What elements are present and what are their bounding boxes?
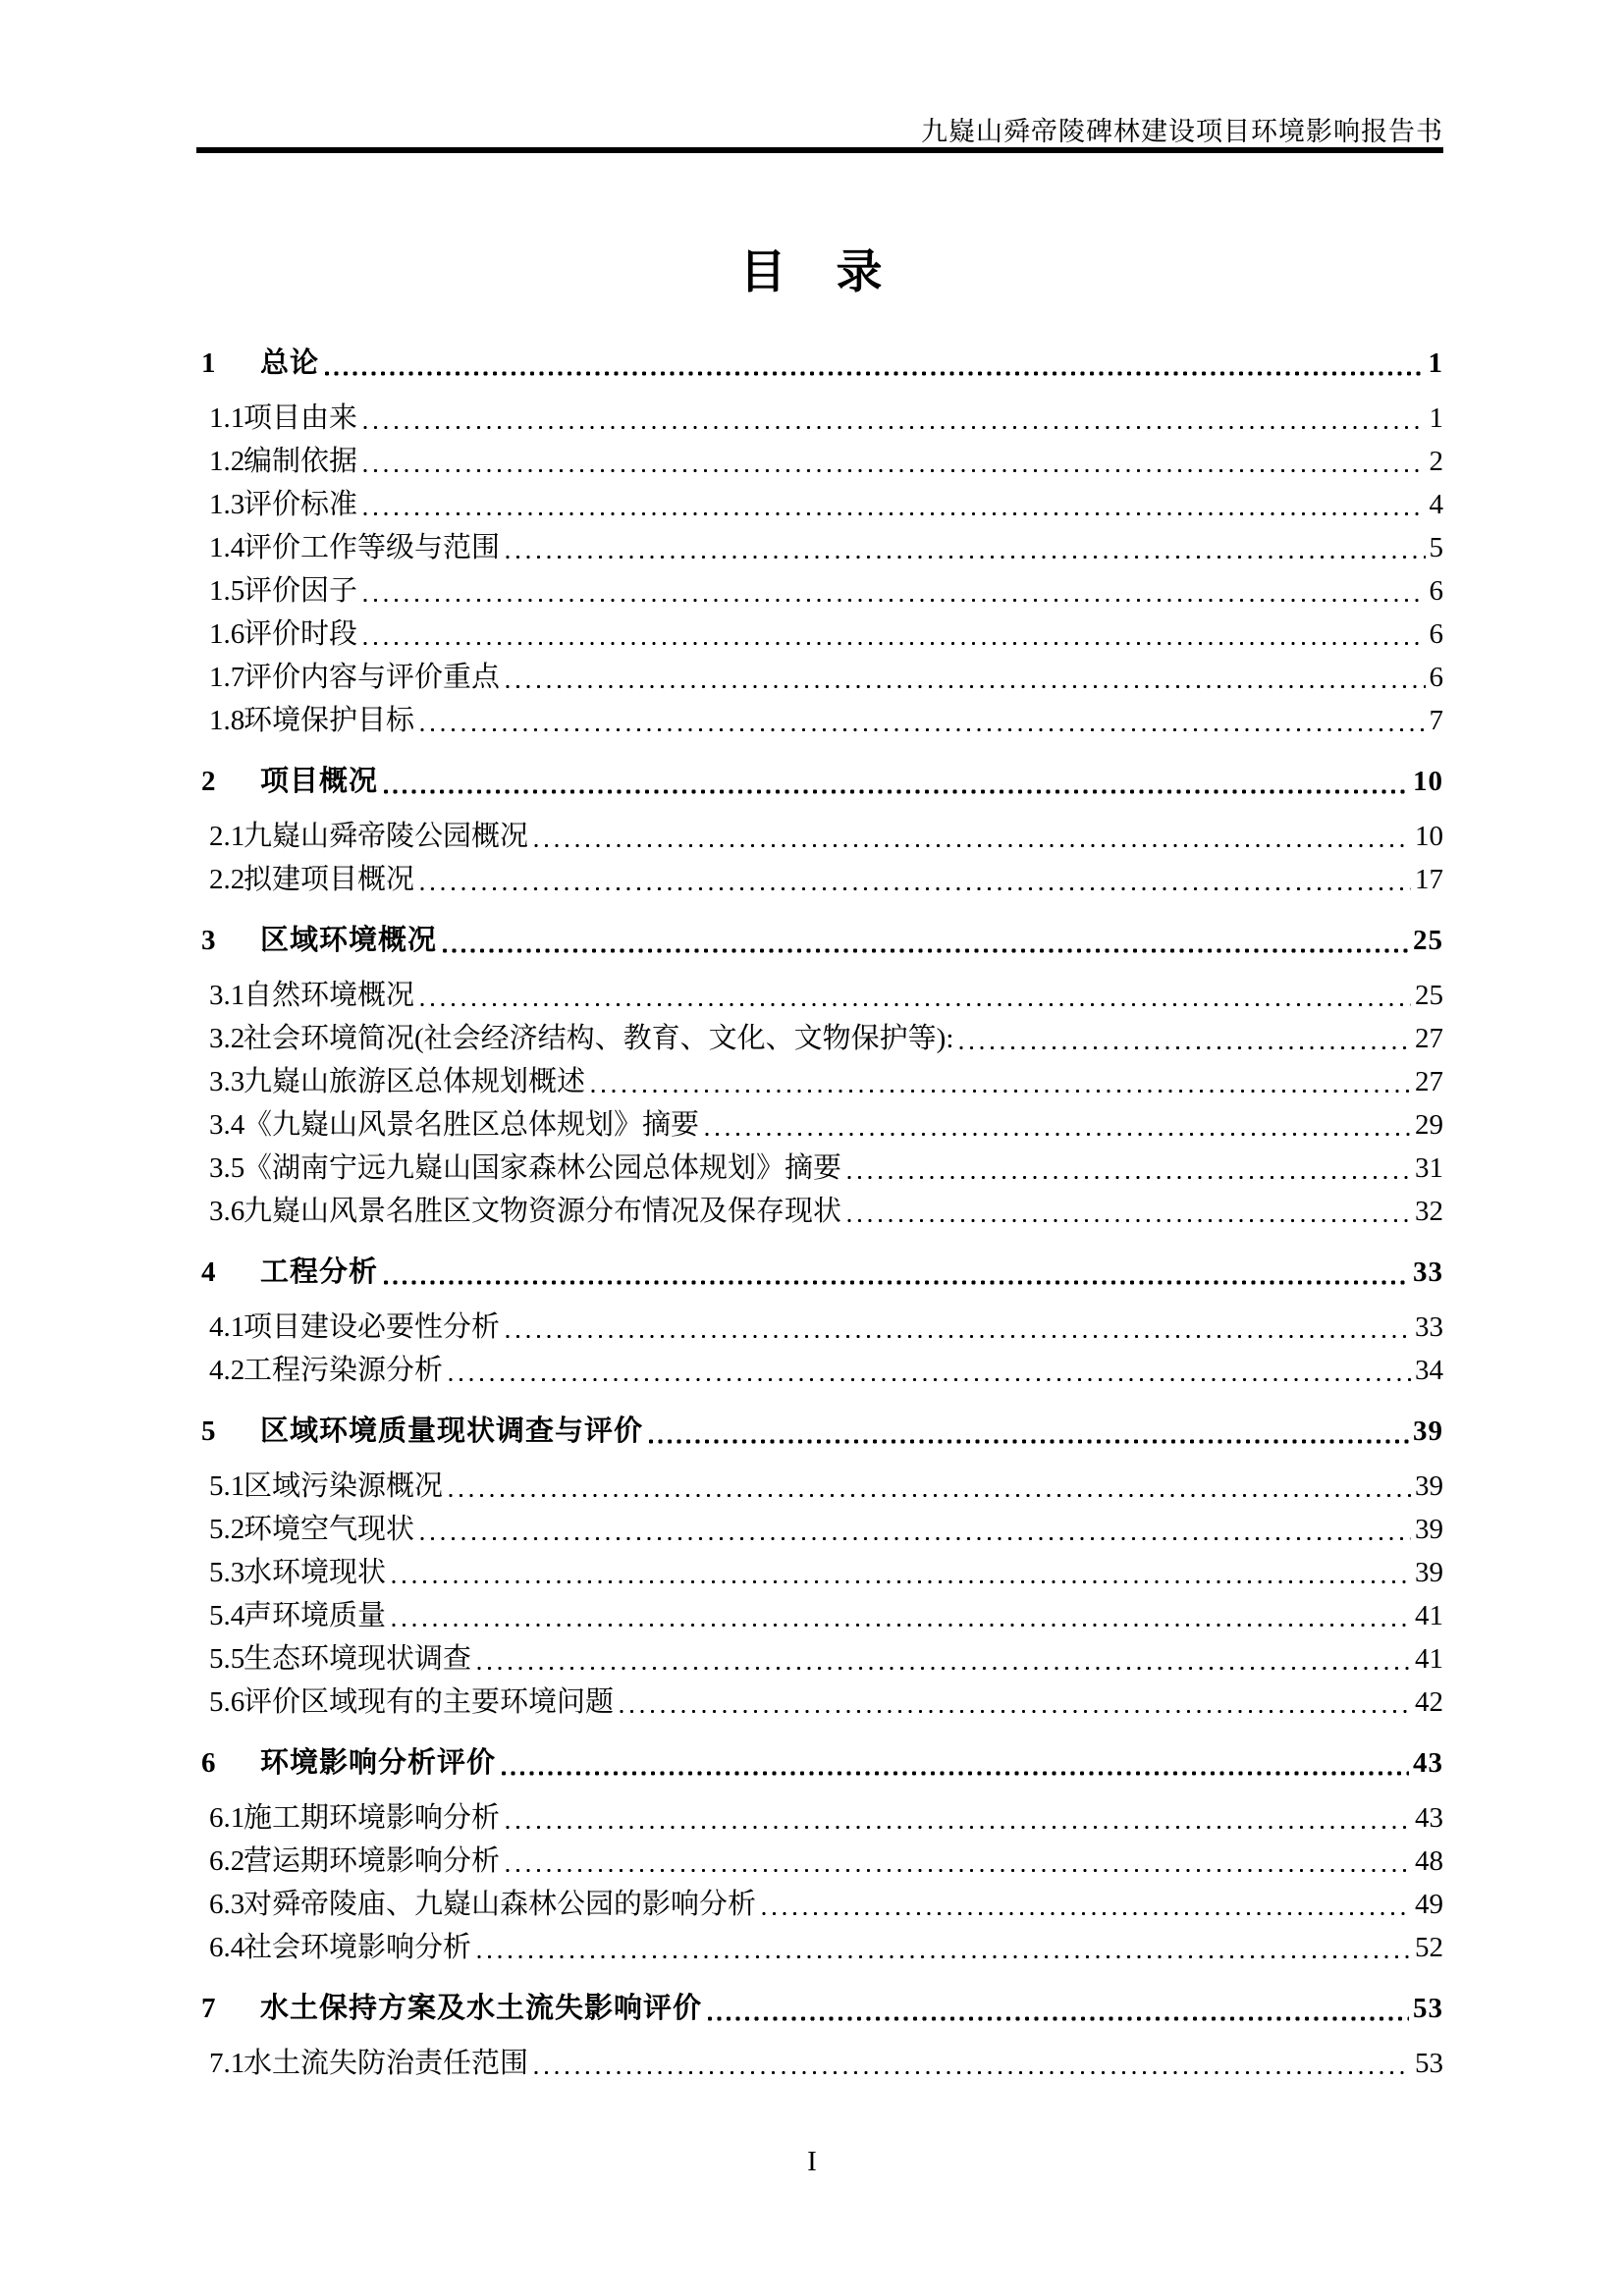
- dot-leader-icon: [648, 1438, 1409, 1445]
- toc-entry-page: 49: [1415, 1889, 1443, 1920]
- toc-entry-page: 53: [1415, 2048, 1443, 2079]
- toc-entry-page: 6: [1429, 662, 1443, 693]
- toc-entry-number: 7.1: [209, 2048, 245, 2079]
- dot-leader-icon: [761, 1910, 1411, 1917]
- dot-leader-icon: [501, 1770, 1409, 1777]
- toc-entry-label: 九嶷山风景名胜区文物资源分布情况及保存现状: [244, 1196, 842, 1227]
- toc-entry-label: 自然环境概况: [244, 980, 415, 1011]
- toc-entry-page: 43: [1415, 1802, 1443, 1834]
- toc-entry[interactable]: [201, 569, 1443, 613]
- page-number: I: [807, 2146, 817, 2177]
- toc-entry-page: 48: [1415, 1845, 1443, 1877]
- dot-leader-icon: [505, 1824, 1411, 1831]
- toc-entry[interactable]: [201, 1017, 1443, 1060]
- dot-leader-icon: [707, 2015, 1409, 2022]
- toc-entry-page: 29: [1415, 1109, 1443, 1141]
- toc-entry[interactable]: [201, 1840, 1443, 1883]
- toc-entry-page: 25: [1413, 925, 1443, 956]
- toc-entry[interactable]: [201, 1465, 1443, 1508]
- toc-entry-page: 33: [1413, 1256, 1443, 1288]
- toc-entry-number: 2: [201, 766, 217, 797]
- toc-entry[interactable]: [201, 1796, 1443, 1840]
- toc-entry-label: 拟建项目概况: [244, 864, 415, 895]
- toc-entry-number: 1.2: [209, 446, 245, 477]
- toc-entry-label: 区域环境质量现状调查与评价: [260, 1415, 644, 1447]
- toc-entry[interactable]: [201, 1637, 1443, 1681]
- toc-entry-label: 《九嶷山风景名胜区总体规划》摘要: [244, 1109, 700, 1141]
- toc-entry-number: 1.3: [209, 489, 245, 520]
- toc-entry-label: 工程污染源分析: [244, 1355, 444, 1386]
- dot-leader-icon: [533, 2069, 1411, 2076]
- toc-entry-label: 评价区域现有的主要环境问题: [244, 1686, 615, 1718]
- toc-entry[interactable]: [201, 1508, 1443, 1551]
- toc-entry-page: 10: [1413, 766, 1443, 797]
- toc-entry-label: 评价工作等级与范围: [244, 532, 501, 563]
- toc-entry-page: 52: [1415, 1932, 1443, 1963]
- toc-entry-label: 评价因子: [244, 575, 358, 607]
- toc-entry-number: 7: [201, 1993, 217, 2024]
- toc-entry-number: 4.1: [209, 1311, 245, 1343]
- dot-leader-icon: [419, 885, 1411, 892]
- toc-entry-label: 项目建设必要性分析: [244, 1311, 501, 1343]
- toc-entry-number: 3.1: [209, 980, 245, 1011]
- toc-entry[interactable]: [201, 1594, 1443, 1637]
- dot-leader-icon: [383, 788, 1409, 795]
- toc-entry-label: 项目由来: [244, 402, 358, 434]
- dot-leader-icon: [476, 1953, 1411, 1960]
- toc-entry-label: 环境影响分析评价: [260, 1747, 497, 1779]
- toc-entry-label: 环境空气现状: [244, 1514, 415, 1545]
- toc-entry-page: 32: [1415, 1196, 1443, 1227]
- toc-entry-page: 25: [1415, 980, 1443, 1011]
- toc-entry-number: 6.1: [209, 1802, 245, 1834]
- dot-leader-icon: [324, 370, 1424, 377]
- toc-entry-label: 社会环境影响分析: [244, 1932, 472, 1963]
- toc-entry[interactable]: [201, 1306, 1443, 1349]
- toc-entry-page: 39: [1415, 1470, 1443, 1502]
- toc-entry-page: 6: [1429, 575, 1443, 607]
- toc-entry-page: 5: [1429, 532, 1443, 563]
- toc-title: 目 录: [739, 247, 885, 298]
- toc-entry-number: 1.7: [209, 662, 245, 693]
- dot-leader-icon: [419, 1001, 1411, 1008]
- dot-leader-icon: [362, 467, 1425, 474]
- header-rule: [196, 147, 1443, 153]
- toc-entry-page: 34: [1415, 1355, 1443, 1386]
- dot-leader-icon: [505, 683, 1425, 690]
- toc-entry-number: 6.3: [209, 1889, 245, 1920]
- toc-entry-number: 3.5: [209, 1152, 245, 1184]
- toc-entry-number: 2.1: [209, 821, 245, 852]
- toc-entry-page: 27: [1415, 1023, 1443, 1054]
- toc-entry-label: 水土保持方案及水土流失影响评价: [260, 1993, 703, 2024]
- toc-entry-number: 6.2: [209, 1845, 245, 1877]
- dot-leader-icon: [958, 1044, 1411, 1051]
- toc-entry[interactable]: [201, 699, 1443, 742]
- toc-entry-label: 营运期环境影响分析: [244, 1845, 501, 1877]
- toc-entry-number: 1.8: [209, 705, 245, 736]
- toc-entry-page: 39: [1415, 1514, 1443, 1545]
- toc-entry-page: 10: [1415, 821, 1443, 852]
- toc-entry-page: 1: [1429, 402, 1443, 434]
- toc-entry-page: 6: [1429, 618, 1443, 650]
- table-of-contents: [201, 342, 1443, 2085]
- toc-entry-page: 17: [1415, 864, 1443, 895]
- toc-entry-page: 27: [1415, 1066, 1443, 1097]
- toc-entry-label: 区域环境概况: [260, 925, 438, 956]
- toc-entry-number: 4.2: [209, 1355, 245, 1386]
- toc-entry-label: 评价内容与评价重点: [244, 662, 501, 693]
- toc-entry-label: 环境保护目标: [244, 705, 415, 736]
- dot-leader-icon: [442, 947, 1409, 954]
- dot-leader-icon: [505, 1867, 1411, 1874]
- toc-entry-number: 5.3: [209, 1557, 245, 1588]
- dot-leader-icon: [448, 1492, 1411, 1499]
- toc-entry-label: 水环境现状: [244, 1557, 387, 1588]
- dot-leader-icon: [362, 640, 1425, 647]
- toc-entry-label: 评价标准: [244, 489, 358, 520]
- toc-entry[interactable]: [201, 1883, 1443, 1926]
- toc-entry-label: 生态环境现状调查: [244, 1643, 472, 1675]
- toc-entry-page: 4: [1429, 489, 1443, 520]
- toc-entry-number: 3: [201, 925, 217, 956]
- toc-entry[interactable]: [201, 760, 1443, 803]
- toc-entry-label: 施工期环境影响分析: [244, 1802, 501, 1834]
- toc-entry-number: 1.6: [209, 618, 245, 650]
- dot-leader-icon: [505, 1333, 1411, 1340]
- toc-entry-page: 33: [1415, 1311, 1443, 1343]
- toc-entry-number: 5: [201, 1415, 217, 1447]
- toc-entry-label: 声环境质量: [244, 1600, 387, 1631]
- toc-entry-label: 评价时段: [244, 618, 358, 650]
- toc-entry-label: 项目概况: [260, 766, 379, 797]
- toc-entry[interactable]: [201, 858, 1443, 901]
- toc-entry[interactable]: [201, 1410, 1443, 1453]
- toc-entry-number: 5.1: [209, 1470, 245, 1502]
- toc-entry-page: 39: [1415, 1557, 1443, 1588]
- toc-entry-number: 1: [201, 347, 217, 379]
- dot-leader-icon: [448, 1376, 1411, 1383]
- toc-entry-page: 42: [1415, 1686, 1443, 1718]
- toc-entry-number: 5.4: [209, 1600, 245, 1631]
- toc-entry[interactable]: [201, 1190, 1443, 1233]
- toc-entry-number: 1.1: [209, 402, 245, 434]
- dot-leader-icon: [533, 842, 1411, 849]
- toc-entry[interactable]: [201, 613, 1443, 656]
- toc-entry-page: 7: [1429, 705, 1443, 736]
- toc-entry-label: 工程分析: [260, 1256, 379, 1288]
- toc-entry-label: 编制依据: [244, 446, 358, 477]
- toc-entry[interactable]: [201, 974, 1443, 1017]
- toc-entry[interactable]: [201, 397, 1443, 440]
- dot-leader-icon: [362, 597, 1425, 604]
- toc-entry-number: 4: [201, 1256, 217, 1288]
- dot-leader-icon: [362, 424, 1425, 431]
- toc-entry-number: 3.4: [209, 1109, 245, 1141]
- header-title: 九嶷山舜帝陵碑林建设项目环境影响报告书: [921, 117, 1443, 146]
- toc-entry-number: 6: [201, 1747, 217, 1779]
- toc-entry[interactable]: [201, 656, 1443, 699]
- toc-entry-page: 39: [1413, 1415, 1443, 1447]
- toc-entry[interactable]: [201, 342, 1443, 385]
- toc-entry-number: 3.2: [209, 1023, 245, 1054]
- dot-leader-icon: [419, 1535, 1411, 1542]
- toc-entry-label: 水土流失防治责任范围: [244, 2048, 529, 2079]
- toc-entry[interactable]: [201, 919, 1443, 962]
- dot-leader-icon: [846, 1174, 1411, 1181]
- toc-entry-number: 2.2: [209, 864, 245, 895]
- toc-entry-number: 1.5: [209, 575, 245, 607]
- toc-entry[interactable]: [201, 1060, 1443, 1103]
- toc-entry-label: 区域污染源概况: [244, 1470, 444, 1502]
- dot-leader-icon: [846, 1217, 1411, 1224]
- dot-leader-icon: [391, 1622, 1411, 1629]
- toc-entry-page: 31: [1415, 1152, 1443, 1184]
- toc-entry-number: 5.2: [209, 1514, 245, 1545]
- toc-entry[interactable]: [201, 1349, 1443, 1392]
- dot-leader-icon: [619, 1708, 1411, 1715]
- toc-entry-number: 5.5: [209, 1643, 245, 1675]
- toc-entry[interactable]: [201, 1681, 1443, 1724]
- toc-entry-label: 社会环境简况(社会经济结构、教育、文化、文物保护等):: [244, 1023, 954, 1054]
- toc-entry-label: 总论: [260, 347, 320, 379]
- dot-leader-icon: [590, 1088, 1411, 1095]
- toc-entry[interactable]: [201, 1147, 1443, 1190]
- toc-entry-label: 对舜帝陵庙、九嶷山森林公园的影响分析: [244, 1889, 757, 1920]
- toc-entry[interactable]: [201, 1926, 1443, 1969]
- toc-entry[interactable]: [201, 1251, 1443, 1294]
- toc-entry[interactable]: [201, 1103, 1443, 1147]
- toc-entry-number: 3.3: [209, 1066, 245, 1097]
- toc-entry[interactable]: [201, 815, 1443, 858]
- dot-leader-icon: [362, 510, 1425, 517]
- toc-entry-label: 《湖南宁远九嶷山国家森林公园总体规划》摘要: [244, 1152, 842, 1184]
- toc-entry[interactable]: [201, 440, 1443, 483]
- toc-entry-page: 41: [1415, 1643, 1443, 1675]
- toc-entry-number: 5.6: [209, 1686, 245, 1718]
- dot-leader-icon: [419, 726, 1425, 733]
- dot-leader-icon: [505, 554, 1425, 561]
- toc-entry[interactable]: [201, 1741, 1443, 1785]
- toc-entry-page: 41: [1415, 1600, 1443, 1631]
- toc-entry-page: 1: [1428, 347, 1443, 379]
- toc-entry[interactable]: [201, 1987, 1443, 2030]
- toc-entry-page: 2: [1429, 446, 1443, 477]
- toc-entry-number: 1.4: [209, 532, 245, 563]
- toc-entry-label: 九嶷山舜帝陵公园概况: [244, 821, 529, 852]
- toc-entry[interactable]: [201, 2042, 1443, 2085]
- toc-entry[interactable]: [201, 483, 1443, 526]
- toc-entry-label: 九嶷山旅游区总体规划概述: [244, 1066, 586, 1097]
- dot-leader-icon: [383, 1279, 1409, 1286]
- dot-leader-icon: [476, 1665, 1411, 1672]
- toc-entry-number: 3.6: [209, 1196, 245, 1227]
- toc-entry[interactable]: [201, 1551, 1443, 1594]
- toc-entry-page: 53: [1413, 1993, 1443, 2024]
- toc-entry[interactable]: [201, 526, 1443, 569]
- toc-entry-number: 6.4: [209, 1932, 245, 1963]
- dot-leader-icon: [704, 1131, 1411, 1138]
- dot-leader-icon: [391, 1578, 1411, 1585]
- toc-entry-page: 43: [1413, 1747, 1443, 1779]
